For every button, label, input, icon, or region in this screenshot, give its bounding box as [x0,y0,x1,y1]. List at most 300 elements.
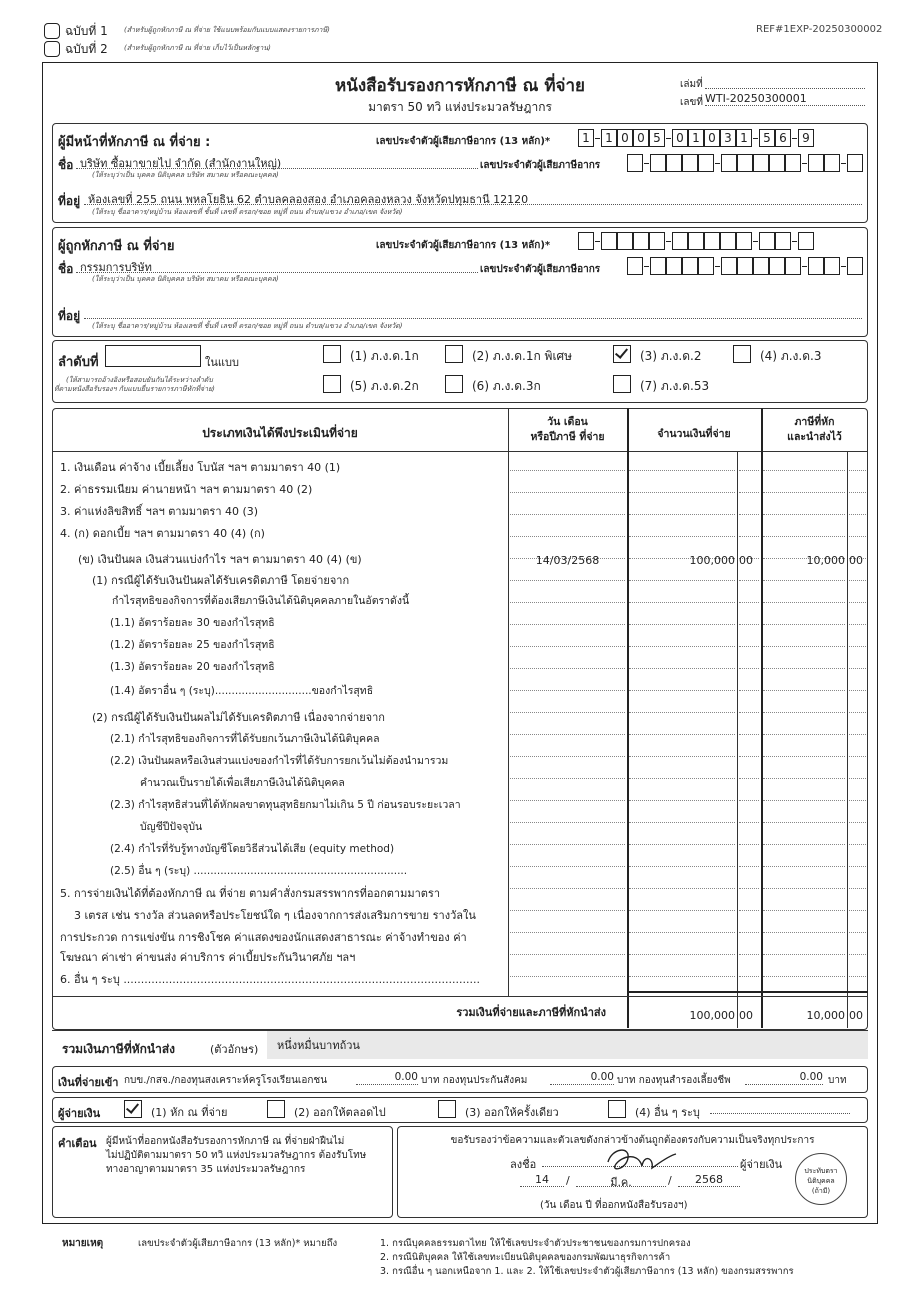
table-row-guide [739,580,759,581]
table-row-guide [510,668,625,669]
copy2-checkbox[interactable] [44,41,60,57]
copy2-label: ฉบับที่ 2 [65,42,108,56]
note-label: หมายเหตุ [62,1238,104,1249]
table-row-guide [739,690,759,691]
payee-taxid-digit[interactable] [704,232,720,250]
income-row-text: (1.4) อัตราอื่น ๆ (ระบุ).............................ของกำไรสุทธิ [110,685,374,697]
table-row-guide [739,646,759,647]
table-row-guide [510,822,625,823]
table-row-guide [763,910,845,911]
table-row-guide [510,690,625,691]
payer-taxid-digit[interactable]: 0 [633,129,649,147]
table-row-guide [739,668,759,669]
income-row-text: 5. การจ่ายเงินได้ที่ต้องหักภาษี ณ ที่จ่าย ตามคำสั่งกรมสรรพากรที่ออกตามมาตรา [60,887,440,900]
table-row-guide [629,932,735,933]
payee-taxid2-digit[interactable] [847,257,863,275]
table-row-guide [763,668,845,669]
words-label: รวมเงินภาษีที่หักนำส่ง [62,1042,176,1056]
table-row-guide [849,756,866,757]
fund-v3[interactable]: 0.00 [745,1071,823,1085]
table-row-guide [510,844,625,845]
table-row-guide [763,536,845,537]
payer-taxid2-digit[interactable] [666,154,682,172]
date-hint: (วัน เดือน ปี ที่ออกหนังสือรับรองฯ) [540,1200,688,1211]
payee-addr-label: ที่อยู่ [58,309,81,323]
table-row-guide [849,910,866,911]
table-row-guide [510,470,625,471]
note-2: 2. กรณีนิติบุคคล ให้ใช้เลขทะเบียนนิติบุคคลของกรมพัฒนาธุรกิจการค้า [380,1252,671,1263]
payer-taxid2-digit[interactable] [737,154,753,172]
table-row-guide [849,954,866,955]
payer-option-checkbox[interactable] [608,1100,626,1118]
table-row-guide [739,800,759,801]
warning-line2: ไม่ปฏิบัติตามมาตรา 50 ทวิ แห่งประมวลรัษฎากร ต้องรับโทษ [106,1150,367,1161]
table-row-guide [629,580,735,581]
cert-year[interactable]: 2568 [678,1173,740,1187]
table-row-guide [763,712,845,713]
table-row-guide [629,976,735,977]
table-row-guide [739,734,759,735]
table-row-guide [629,492,735,493]
table-row-guide [629,514,735,515]
fund-v1[interactable]: 0.00 [356,1071,418,1085]
seq-hint2: ที่ตามหนังสือรับรองฯ กับแบบยื่นรายการภาษีหักที่จ่าย) [54,385,215,393]
payee-taxid2-digit[interactable] [824,257,840,275]
payer-taxid-digit[interactable]: 0 [672,129,688,147]
cert-text: ขอรับรองว่าข้อความและตัวเลขดังกล่าวข้างต้นถูกต้องตรงกับความเป็นจริงทุกประการ [450,1135,815,1146]
payer-option-checkbox[interactable] [267,1100,285,1118]
payer-taxid2-digit[interactable] [721,154,737,172]
table-satang-divider-1 [737,451,738,1028]
pay-tax-satang[interactable]: 00 [849,554,863,567]
total-amount-satang[interactable]: 00 [739,1009,753,1022]
col-date-header-2: หรือปีภาษี ที่จ่าย [530,431,605,443]
form-type-label: (7) ภ.ง.ด.53 [640,379,710,393]
payer-taxid-digit[interactable]: 1 [688,129,704,147]
table-row-guide [849,624,866,625]
table-row-guide [629,954,735,955]
payer-name-label: ชื่อ [58,158,74,172]
table-row-guide [739,954,759,955]
payer-taxid2-digit[interactable] [753,154,769,172]
table-row-guide [849,712,866,713]
table-row-guide [849,778,866,779]
table-row-guide [510,910,625,911]
payee-taxid2-digit[interactable] [737,257,753,275]
form-type-checkbox[interactable] [445,345,463,363]
words-hint: (ตัวอักษร) [210,1043,259,1056]
table-row-guide [510,734,625,735]
payer-taxid-label: เลขประจำตัวผู้เสียภาษีอากร (13 หลัก)* [376,136,551,147]
payee-taxid2-digit[interactable] [682,257,698,275]
payee-taxid-digit[interactable] [633,232,649,250]
copy1-checkbox[interactable] [44,23,60,39]
table-col-divider-2 [627,408,629,1028]
table-row-guide [629,778,735,779]
stamp-line1: ประทับตรา [804,1167,838,1175]
income-row-text: (2.5) อื่น ๆ (ระบุ) ................................................................ [110,865,408,877]
pay-date[interactable]: 14/03/2568 [535,554,600,567]
table-row-guide [510,756,625,757]
form-type-checkbox[interactable] [733,345,751,363]
table-row-guide [849,646,866,647]
payer-taxid2-digit[interactable] [698,154,714,172]
payee-taxid-digit[interactable] [688,232,704,250]
digit-separator [644,266,649,267]
digit-separator [595,241,600,242]
payer-addr-field[interactable]: ห้องเลขที่ 255 ถนน พหลโยธิน 62 ตำบลคลองสอง อำเภอคลองหลวง จังหวัดปทุมธานี 12120 [84,190,862,205]
table-row-guide [849,514,866,515]
payee-taxid-digit[interactable] [775,232,791,250]
payer-taxid-digit[interactable]: 5 [649,129,665,147]
table-row-guide [849,888,866,889]
payee-name-label: ชื่อ [58,262,74,276]
table-row-guide [849,734,866,735]
fund-label: เงินที่จ่ายเข้า [58,1076,119,1089]
table-row-guide [763,778,845,779]
date-sep-2: / [668,1174,672,1187]
doc-no-field[interactable]: WTI-20250300001 [705,92,865,106]
payee-taxid2-digit[interactable] [769,257,785,275]
digit-separator [802,163,807,164]
payer-taxid2-digit[interactable] [682,154,698,172]
table-row-guide [763,756,845,757]
table-row-guide [763,800,845,801]
payee-taxid-digit[interactable] [736,232,752,250]
pay-amount[interactable]: 100,000 [689,554,735,567]
table-row-guide [763,492,845,493]
payer-addr-label: ที่อยู่ [58,194,81,208]
cert-day[interactable]: 14 [520,1173,564,1187]
fund-t1: กบข./กสจ./กองทุนสงเคราะห์ครูโรงเรียนเอกชน [124,1075,328,1086]
table-row-guide [510,778,625,779]
total-tax-satang[interactable]: 00 [849,1009,863,1022]
income-row-text: บัญชีปีปัจจุบัน [140,821,203,833]
payee-taxid-digit[interactable] [720,232,736,250]
payer-taxid-digit[interactable]: 1 [601,129,617,147]
table-row-guide [763,822,845,823]
table-row-guide [629,690,735,691]
income-row-text: 6. อื่น ๆ ระบุ ...................................................................................................... [60,973,480,986]
col-tax-header-2: และนำส่งไว้ [787,431,842,443]
payee-taxid-digit[interactable] [578,232,594,250]
payer-taxid-digit[interactable]: 0 [704,129,720,147]
payee-taxid2-digit[interactable] [627,257,643,275]
form-type-checkbox[interactable] [613,345,631,363]
stamp-line2: นิติบุคคล [807,1177,835,1185]
table-row-guide [739,778,759,779]
payer-option-checkbox[interactable] [438,1100,456,1118]
doc-no-label: เลขที่ [680,97,703,108]
table-row-guide [739,470,759,471]
table-row-guide [629,668,735,669]
table-row-guide [763,888,845,889]
warning-line1: ผู้มีหน้าที่ออกหนังสือรับรองการหักภาษี ณ ที่จ่ายฝ่าฝืนไม่ [106,1136,345,1147]
digit-separator [595,138,600,139]
payer-addr-hint: (ให้ระบุ ชื่ออาคาร/หมู่บ้าน ห้องเลขที่ ชั้นที่ เลขที่ ตรอก/ซอย หมู่ที่ ถนน ตำบล/แขวง อำเภอ/เขต จังหวัด) [92,208,403,216]
copy1-note: (สำหรับผู้ถูกหักภาษี ณ ที่จ่าย ใช้แนบพร้อมกับแบบแสดงรายการภาษี) [124,26,330,34]
form-type-checkbox[interactable] [445,375,463,393]
payee-taxid-digit[interactable] [601,232,617,250]
digit-separator [666,241,671,242]
table-row-guide [739,932,759,933]
table-row-guide [510,888,625,889]
payee-taxid2-digit[interactable] [721,257,737,275]
table-row-guide [739,712,759,713]
digit-separator [792,138,797,139]
digit-separator [841,266,846,267]
payee-name-hint: (ให้ระบุว่าเป็น บุคคล นิติบุคคล บริษัท สมาคม หรือคณะบุคคล) [92,275,279,283]
payee-taxid-digit[interactable] [798,232,814,250]
book-no-field[interactable] [705,88,865,89]
table-row-guide [739,536,759,537]
total-amount[interactable]: 100,000 [689,1009,735,1022]
payee-taxid2-digit[interactable] [698,257,714,275]
payer-taxid-digit[interactable]: 9 [798,129,814,147]
digit-separator [715,163,720,164]
date-sep-1: / [566,1174,570,1187]
income-row-text: (2.4) กำไรที่รับรู้ทางบัญชีโดยวิธีส่วนได้เสีย (equity method) [110,843,395,855]
table-header-divider [52,451,868,452]
form-type-label: (4) ภ.ง.ด.3 [760,349,822,363]
table-row-guide [849,602,866,603]
table-row-guide [629,470,735,471]
form-type-label: (1) ภ.ง.ด.1ก [350,349,419,363]
col-amount-header: จำนวนเงินที่จ่าย [657,428,731,440]
digit-separator [802,266,807,267]
payee-taxid-digit[interactable] [649,232,665,250]
table-row-guide [849,470,866,471]
income-row-text: 1. เงินเดือน ค่าจ้าง เบี้ยเลี้ยง โบนัส ฯลฯ ตามมาตรา 40 (1) [60,461,341,474]
payer-taxid2-digit[interactable] [847,154,863,172]
total-tax[interactable]: 10,000 [806,1009,845,1022]
digit-separator [666,138,671,139]
digit-separator [753,241,758,242]
copy1-label: ฉบับที่ 1 [65,24,108,38]
income-row-text: 4. (ก) ดอกเบี้ย ฯลฯ ตามมาตรา 40 (4) (ก) [60,527,265,540]
payer-taxid2-digit[interactable] [769,154,785,172]
table-row-guide [763,690,845,691]
income-row-text: (2.3) กำไรสุทธิส่วนที่ได้หักผลขาดทุนสุทธิยกมาไม่เกิน 5 ปี ก่อนรอบระยะเวลา [110,799,461,811]
payer-taxid2-digit[interactable] [650,154,666,172]
cert-month[interactable]: มี.ค. [576,1173,666,1187]
table-row-guide [739,866,759,867]
warning-line3: ทางอาญาตามมาตรา 35 แห่งประมวลรัษฎากร [106,1164,306,1175]
table-row-guide [763,580,845,581]
table-row-guide [510,492,625,493]
table-row-guide [510,976,625,977]
stamp-line3: (ถ้ามี) [811,1187,831,1195]
income-row-text: (1.1) อัตราร้อยละ 30 ของกำไรสุทธิ [110,617,275,629]
table-row-guide [739,492,759,493]
table-row-guide [849,668,866,669]
words-field[interactable]: หนึ่งหมื่นบาทถ้วน [267,1031,868,1059]
table-row-guide [510,580,625,581]
digit-separator [644,163,649,164]
table-row-guide [763,646,845,647]
payee-taxid2-digit[interactable] [808,257,824,275]
table-row-guide [629,602,735,603]
payer-name-hint: (ให้ระบุว่าเป็น บุคคล นิติบุคคล บริษัท สมาคม หรือคณะบุคคล) [92,171,279,179]
fund-t3: บาท กองทุนสำรองเลี้ยงชีพ [617,1075,731,1086]
note-1: 1. กรณีบุคคลธรรมดาไทย ให้ใช้เลขประจำตัวประชาชนของกรมการปกครอง [380,1238,691,1249]
table-row-guide [849,690,866,691]
table-row-guide [510,712,625,713]
payee-taxid2-digit[interactable] [650,257,666,275]
copy2-note: (สำหรับผู้ถูกหักภาษี ณ ที่จ่าย เก็บไว้เป็นหลักฐาน) [124,44,271,52]
table-row-guide [510,624,625,625]
table-row-guide [629,866,735,867]
payer-taxid2-label: เลขประจำตัวผู้เสียภาษีอากร [480,160,601,171]
payer-option-label: (1) หัก ณ ที่จ่าย [151,1106,228,1119]
table-row-guide [510,646,625,647]
payer-taxid-digit[interactable]: 5 [759,129,775,147]
payer-option-label: (2) ออกให้ตลอดไป [294,1106,386,1119]
table-row-guide [849,866,866,867]
ref-code: REF#1EXP-20250300002 [756,24,883,35]
digit-separator [753,138,758,139]
table-row-guide [629,646,735,647]
table-row-guide [739,888,759,889]
payee-taxid2-digit[interactable] [753,257,769,275]
table-row-guide [739,844,759,845]
form-type-label: (2) ภ.ง.ด.1ก พิเศษ [472,349,573,363]
seq-inform: ในแบบ [205,356,239,369]
pay-tax[interactable]: 10,000 [806,554,845,567]
table-row-guide [739,822,759,823]
table-row-guide [849,976,866,977]
payer-sign-label: ผู้จ่ายเงิน [740,1158,783,1171]
total-label: รวมเงินที่จ่ายและภาษีที่หักนำส่ง [456,1006,606,1019]
payer-taxid2-digit[interactable] [808,154,824,172]
payee-taxid-digit[interactable] [617,232,633,250]
form-type-checkbox[interactable] [613,375,631,393]
fund-v2[interactable]: 0.00 [550,1071,614,1085]
table-row-guide [849,844,866,845]
form-subtitle: มาตรา 50 ทวิ แห่งประมวลรัษฎากร [368,100,552,114]
table-row-guide [763,932,845,933]
payee-addr-field[interactable] [84,304,862,319]
income-row-text: (1) กรณีผู้ได้รับเงินปันผลได้รับเครดิตภาษี โดยจ่ายจาก [92,574,350,587]
table-col-divider-1 [508,408,509,996]
payer-taxid-digit[interactable]: 6 [775,129,791,147]
payee-taxid2-label: เลขประจำตัวผู้เสียภาษีอากร [480,264,601,275]
table-row-guide [763,602,845,603]
fund-t2: บาท กองทุนประกันสังคม [421,1075,528,1086]
income-row-text: 3 เตรส เช่น รางวัล ส่วนลดหรือประโยชน์ใด ๆ เนื่องจากการส่งเสริมการขาย รางวัลใน [74,909,476,922]
payer-taxid-digit[interactable]: 1 [578,129,594,147]
income-row-text: 3. ค่าแห่งลิขสิทธิ์ ฯลฯ ตามมาตรา 40 (3) [60,505,259,518]
payer-taxid-digit[interactable]: 3 [720,129,736,147]
income-row-text: (2.1) กำไรสุทธิของกิจการที่ได้รับยกเว้นภาษีเงินได้นิติบุคคล [110,733,380,745]
income-row-text: (ข) เงินปันผล เงินส่วนแบ่งกำไร ฯลฯ ตามมาตรา 40 (4) (ข) [78,553,362,566]
table-row-guide [629,844,735,845]
table-row-guide [510,866,625,867]
seq-hint1: (ให้สามารถอ้างอิงหรือสอบยันกันได้ระหว่างลำดับ [66,376,213,384]
income-row-text: (2.2) เงินปันผลหรือเงินส่วนแบ่งของกำไรที่ได้รับการยกเว้นไม่ต้องนำมารวม [110,755,449,767]
table-row-guide [629,712,735,713]
payer-option-other-field[interactable] [710,1113,850,1114]
payee-taxid2-digit[interactable] [666,257,682,275]
table-row-guide [763,734,845,735]
table-row-guide [849,492,866,493]
pay-amount-satang[interactable]: 00 [739,554,753,567]
table-row-guide [629,734,735,735]
table-row-guide [510,602,625,603]
table-row-guide [510,800,625,801]
form-type-label: (3) ภ.ง.ด.2 [640,349,702,363]
note-3: 3. กรณีอื่น ๆ นอกเหนือจาก 1. และ 2. ให้ใช้เลขประจำตัวผู้เสียภาษีอากร (13 หลัก) ของกรมสรรพากร [380,1266,794,1277]
form-title: หนังสือรับรองการหักภาษี ณ ที่จ่าย [335,76,585,96]
payer-option-label: (4) อื่น ๆ ระบุ [635,1106,700,1119]
book-no-label: เล่มที่ [680,79,703,90]
payee-taxid-digit[interactable] [759,232,775,250]
income-row-text: กำไรสุทธิของกิจการที่ต้องเสียภาษีเงินได้นิติบุคคลภายในอัตราดังนี้ [112,595,410,607]
payee-taxid2-digit[interactable] [785,257,801,275]
table-row-guide [629,536,735,537]
digit-separator [715,266,720,267]
table-row-guide [849,932,866,933]
payee-addr-hint: (ให้ระบุ ชื่ออาคาร/หมู่บ้าน ห้องเลขที่ ชั้นที่ เลขที่ ตรอก/ซอย หมู่ที่ ถนน ตำบล/แขวง อำเภอ/เขต จังหวัด) [92,322,403,330]
income-row-text: (1.2) อัตราร้อยละ 25 ของกำไรสุทธิ [110,639,275,651]
income-row-text: 2. ค่าธรรมเนียม ค่านายหน้า ฯลฯ ตามมาตรา 40 (2) [60,483,313,496]
table-row-guide [510,954,625,955]
table-row-guide [739,910,759,911]
col-type-header: ประเภทเงินได้พึงประเมินที่จ่าย [202,426,358,440]
table-total-divider [52,996,868,997]
table-row-guide [739,624,759,625]
income-row-text: โฆษณา ค่าเช่า ค่าขนส่ง ค่าบริการ ค่าเบี้ยประกันวินาศภัย ฯลฯ [60,951,356,964]
digit-separator [841,163,846,164]
payer-name-field[interactable]: บริษัท ซื้อมาขายไป จำกัด (สำนักงานใหญ่) [76,154,478,169]
payee-taxid-digit[interactable] [672,232,688,250]
table-row-guide [510,514,625,515]
form-type-checkbox[interactable] [323,345,341,363]
table-row-guide [629,624,735,625]
payee-taxid-label: เลขประจำตัวผู้เสียภาษีอากร (13 หลัก)* [376,240,551,251]
table-row-guide [739,756,759,757]
form-type-checkbox[interactable] [323,375,341,393]
payer-option-label: ผู้จ่ายเงิน [58,1107,101,1120]
table-row-guide [763,976,845,977]
table-row-guide [763,866,845,867]
table-row-guide [763,470,845,471]
income-row-text: คำนวณเป็นรายได้เพื่อเสียภาษีเงินได้นิติบุคคล [140,777,345,789]
payer-taxid2-digit[interactable] [785,154,801,172]
payer-taxid2-digit[interactable] [824,154,840,172]
warning-label: คำเตือน [58,1137,97,1150]
income-row-text: การประกวด การแข่งขัน การชิงโชค ค่าแสดงของนักแสดงสาธารณะ ค่าจ้างทำของ ค่า [60,931,467,944]
table-col-divider-3 [761,408,763,1028]
payee-name-field[interactable]: กรรมการบริษัท [76,258,478,273]
table-row-guide [763,844,845,845]
table-row-guide [763,624,845,625]
payer-taxid-digit[interactable]: 1 [736,129,752,147]
payer-taxid2-digit[interactable] [627,154,643,172]
form-type-label: (5) ภ.ง.ด.2ก [350,379,419,393]
payer-taxid-digit[interactable]: 0 [617,129,633,147]
table-row-guide [629,756,735,757]
table-row-guide [510,536,625,537]
seq-input[interactable] [105,345,201,367]
table-row-guide [763,514,845,515]
table-row-guide [510,932,625,933]
table-row-guide [849,536,866,537]
table-row-guide [849,822,866,823]
table-row-guide [763,954,845,955]
form-type-label: (6) ภ.ง.ด.3ก [472,379,541,393]
payer-option-checkbox[interactable] [124,1100,142,1118]
